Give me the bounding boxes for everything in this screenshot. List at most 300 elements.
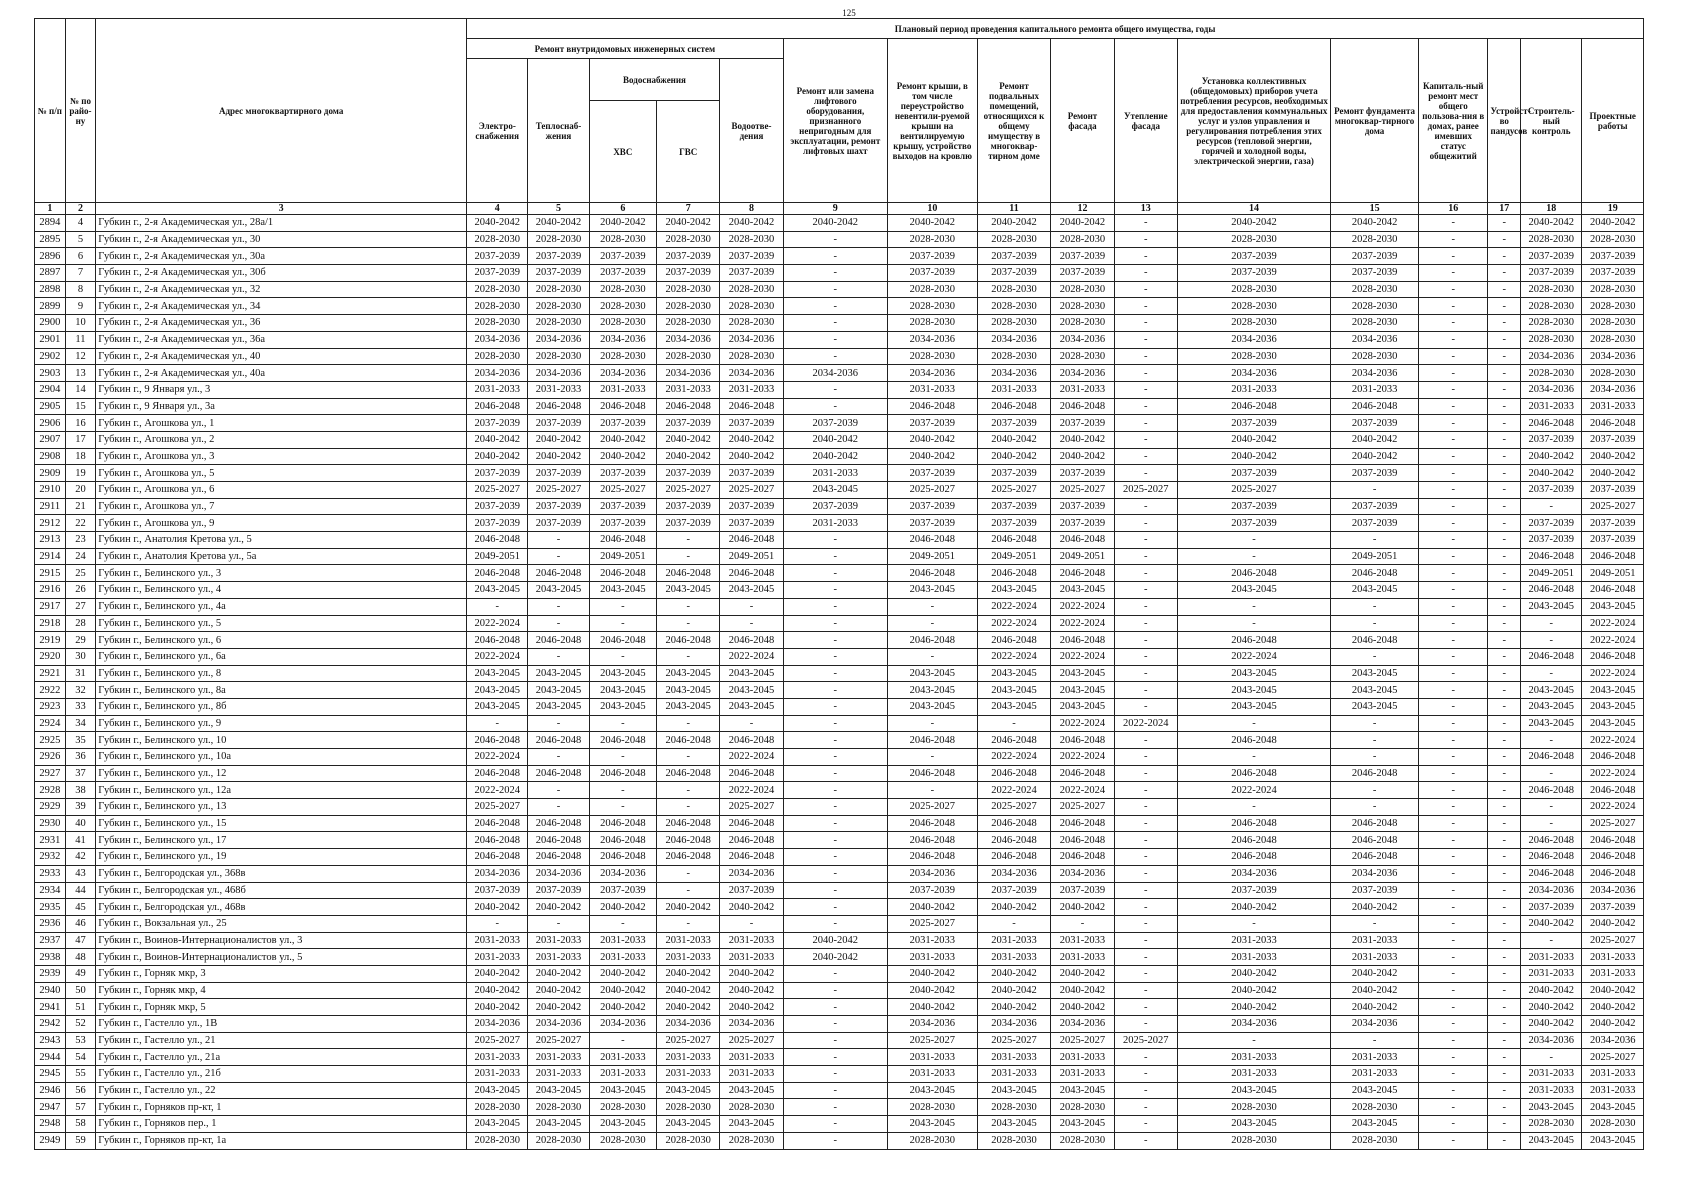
table-cell: 2940 [35,982,66,999]
address-cell: Губкин г., Горняков пр-кт, 1а [96,1132,467,1149]
table-cell: 2034-2036 [1521,381,1582,398]
table-cell: 2046-2048 [1521,648,1582,665]
table-cell: - [1488,1099,1521,1116]
table-cell: 2046-2048 [1051,565,1114,582]
address-cell: Губкин г., Агошкова ул., 1 [96,415,467,432]
table-cell: - [1419,965,1488,982]
table-cell: 2046-2048 [657,398,720,415]
table-cell: 2037-2039 [657,248,720,265]
table-cell: - [1419,799,1488,816]
table-cell: - [1521,615,1582,632]
table-cell: - [1488,999,1521,1016]
header-district-num: № по райо-ну [65,19,96,203]
table-cell: 2046-2048 [528,565,589,582]
table-cell: 2043-2045 [720,682,783,699]
table-cell: - [1114,381,1177,398]
table-cell: 2031-2033 [1582,398,1644,415]
table-cell: 14 [65,381,96,398]
table-cell: 2034-2036 [1051,1016,1114,1033]
table-cell: 2046-2048 [467,765,528,782]
table-cell: 2941 [35,999,66,1016]
header-design-works: Проектные работы [1582,39,1644,203]
table-cell: - [1114,782,1177,799]
table-cell: 2043-2045 [528,1082,589,1099]
table-cell: 2040-2042 [887,965,977,982]
table-cell: 2025-2027 [1582,498,1644,515]
table-cell: 2031-2033 [528,1049,589,1066]
table-cell: 2031-2033 [977,1066,1051,1083]
table-cell: 2037-2039 [1331,265,1419,282]
table-cell: 2040-2042 [887,999,977,1016]
table-cell: 2040-2042 [1051,215,1114,232]
table-row [35,1066,1644,1083]
address-cell: Губкин г., 2-я Академическая ул., 32 [96,281,467,298]
table-cell: 2025-2027 [589,482,656,499]
table-row [35,498,1644,515]
table-cell: 2046-2048 [1521,548,1582,565]
address-cell: Губкин г., 9 Января ул., 3 [96,381,467,398]
table-cell: - [1521,732,1582,749]
table-cell: 2028-2030 [528,315,589,332]
table-cell: 2037-2039 [783,498,887,515]
table-cell: 2037-2039 [1521,265,1582,282]
table-cell: 2028-2030 [887,1099,977,1116]
table-cell: 19 [65,465,96,482]
table-cell: - [1114,1082,1177,1099]
address-cell: Губкин г., 2-я Академическая ул., 34 [96,298,467,315]
table-cell: 2043-2045 [657,698,720,715]
table-cell: 2932 [35,849,66,866]
table-cell: 2031-2033 [589,381,656,398]
table-cell: 2031-2033 [887,949,977,966]
table-cell: - [783,915,887,932]
table-row [35,465,1644,482]
table-cell: 2028-2030 [467,281,528,298]
table-cell: 38 [65,782,96,799]
table-cell: 2034-2036 [467,331,528,348]
table-cell: 2037-2039 [977,415,1051,432]
table-cell: 2914 [35,548,66,565]
table-cell: 2028-2030 [1582,298,1644,315]
table-cell: 2043-2045 [528,582,589,599]
column-number: 19 [1582,203,1644,215]
table-cell: 2046-2048 [977,632,1051,649]
table-cell: 2031-2033 [528,949,589,966]
table-cell: - [1419,331,1488,348]
table-cell: 35 [65,732,96,749]
table-cell: 57 [65,1099,96,1116]
table-cell: 2046-2048 [1582,849,1644,866]
address-cell: Губкин г., 2-я Академическая ул., 30 [96,231,467,248]
table-cell: 2037-2039 [783,415,887,432]
table-cell: 2046-2048 [467,632,528,649]
table-cell: 2034-2036 [467,1016,528,1033]
table-cell: 2046-2048 [589,532,656,549]
table-cell: 2034-2036 [887,331,977,348]
table-cell: - [589,598,656,615]
column-number: 14 [1177,203,1330,215]
table-cell: 2046-2048 [1177,765,1330,782]
table-row [35,515,1644,532]
table-cell: - [1114,882,1177,899]
address-cell: Губкин г., 2-я Академическая ул., 40 [96,348,467,365]
header-basement: Ремонт подвальных помещений, относящихся к общему имуществу в многоквар-тирном доме [977,39,1051,203]
table-cell: - [1419,732,1488,749]
table-cell: 2031-2033 [783,515,887,532]
table-cell: 2040-2042 [589,982,656,999]
table-cell: 2031-2033 [1177,381,1330,398]
table-cell: 2025-2027 [887,482,977,499]
table-cell: - [1419,982,1488,999]
table-row [35,799,1644,816]
table-cell: 2028-2030 [1331,231,1419,248]
address-cell: Губкин г., Агошкова ул., 5 [96,465,467,482]
table-cell: - [1488,665,1521,682]
table-cell: - [1419,782,1488,799]
table-cell: 2034-2036 [1051,365,1114,382]
table-row [35,865,1644,882]
table-cell: 2037-2039 [887,265,977,282]
table-cell: 2046-2048 [720,849,783,866]
table-cell: 2040-2042 [1177,215,1330,232]
table-cell: 2034-2036 [1582,1032,1644,1049]
table-cell: - [1114,732,1177,749]
table-cell: 2046-2048 [887,632,977,649]
table-cell: - [783,715,887,732]
table-cell: - [528,799,589,816]
table-cell: 2025-2027 [467,799,528,816]
table-cell: 2049-2051 [887,548,977,565]
table-cell: - [1419,215,1488,232]
table-cell: - [657,865,720,882]
table-cell: - [1488,615,1521,632]
table-cell: - [1419,515,1488,532]
table-cell: 2043-2045 [1331,665,1419,682]
table-cell: 2037-2039 [528,248,589,265]
table-cell: 2043-2045 [887,665,977,682]
table-cell: - [1419,248,1488,265]
address-cell: Губкин г., Воинов-Интернационалистов ул., 3 [96,932,467,949]
table-cell: 2028-2030 [1582,315,1644,332]
address-cell: Губкин г., 2-я Академическая ул., 40а [96,365,467,382]
table-cell: 2037-2039 [589,498,656,515]
address-cell: Губкин г., Агошкова ул., 7 [96,498,467,515]
table-cell: 15 [65,398,96,415]
table-cell: 2031-2033 [1331,949,1419,966]
table-cell: 2046-2048 [467,732,528,749]
table-cell: - [1488,782,1521,799]
table-cell: 2028-2030 [977,1132,1051,1149]
table-cell: 2022-2024 [1582,665,1644,682]
table-cell: - [1331,715,1419,732]
table-cell: 2922 [35,682,66,699]
table-cell: 2028-2030 [1177,1132,1330,1149]
table-cell: 2037-2039 [467,515,528,532]
table-cell: - [589,648,656,665]
table-cell: - [1488,732,1521,749]
table-cell: 2046-2048 [467,565,528,582]
table-cell: 2040-2042 [589,431,656,448]
table-cell: - [1488,498,1521,515]
table-cell: 2037-2039 [467,465,528,482]
table-cell: - [1419,749,1488,766]
table-cell: 2022-2024 [467,615,528,632]
table-cell: - [1488,949,1521,966]
table-cell: - [887,598,977,615]
table-cell: 2028-2030 [887,231,977,248]
table-cell: 2043-2045 [1177,665,1330,682]
table-cell: - [589,615,656,632]
table-cell: 2022-2024 [720,648,783,665]
table-row [35,565,1644,582]
table-body [35,215,1644,1150]
table-cell: 2037-2039 [977,882,1051,899]
table-cell: 2046-2048 [467,398,528,415]
table-cell: - [1114,832,1177,849]
table-cell: - [783,815,887,832]
table-cell: 2043-2045 [977,582,1051,599]
table-cell: 2911 [35,498,66,515]
table-cell: 2031-2033 [1051,1049,1114,1066]
table-cell: 2040-2042 [720,999,783,1016]
table-cell: 2046-2048 [528,765,589,782]
table-cell: 2043-2045 [1177,1116,1330,1133]
table-cell: - [1488,331,1521,348]
table-row [35,248,1644,265]
header-hot-water: ГВС [657,101,720,203]
table-cell: 2028-2030 [1582,231,1644,248]
table-cell: - [783,982,887,999]
table-cell: 2028-2030 [528,1132,589,1149]
table-cell: 2046-2048 [1177,815,1330,832]
table-cell: - [1488,465,1521,482]
table-cell: - [783,632,887,649]
page-number: 125 [842,8,856,18]
table-cell: - [1114,415,1177,432]
column-number: 5 [528,203,589,215]
table-cell: 2046-2048 [1521,582,1582,599]
table-cell: 2040-2042 [1177,448,1330,465]
table-cell: 2040-2042 [977,965,1051,982]
table-cell: 2917 [35,598,66,615]
table-cell: 2025-2027 [977,482,1051,499]
table-row [35,648,1644,665]
table-cell: - [1521,815,1582,832]
table-cell: 2031-2033 [720,932,783,949]
table-cell: 2028-2030 [1582,281,1644,298]
table-cell: 2031-2033 [1582,1082,1644,1099]
table-cell: 2028-2030 [589,348,656,365]
table-cell: - [657,782,720,799]
table-cell: - [1419,682,1488,699]
table-cell: - [1419,548,1488,565]
table-cell: 2037-2039 [657,415,720,432]
table-cell: 2025-2027 [887,799,977,816]
table-cell: 2031-2033 [1331,1066,1419,1083]
table-cell: 2022-2024 [977,615,1051,632]
table-cell: 2049-2051 [1521,565,1582,582]
table-cell: 2046-2048 [657,832,720,849]
table-cell: 2040-2042 [657,982,720,999]
table-cell: 2046-2048 [1051,815,1114,832]
table-cell: - [1521,632,1582,649]
table-cell: 12 [65,348,96,365]
table-cell: 2046-2048 [1177,732,1330,749]
table-cell: 2031-2033 [528,932,589,949]
table-cell: 2034-2036 [1051,331,1114,348]
table-cell: 37 [65,765,96,782]
table-cell: 2043-2045 [657,1082,720,1099]
table-cell: 2034-2036 [1582,348,1644,365]
table-cell: 2022-2024 [977,749,1051,766]
table-cell: 2904 [35,381,66,398]
address-cell: Губкин г., Агошкова ул., 9 [96,515,467,532]
table-cell: 2049-2051 [589,548,656,565]
table-cell: - [1419,381,1488,398]
table-cell: - [1488,865,1521,882]
table-cell: 2046-2048 [1051,832,1114,849]
table-cell: 2037-2039 [720,415,783,432]
table-row [35,448,1644,465]
table-cell: - [1331,1032,1419,1049]
table-cell: - [720,615,783,632]
table-cell: - [783,665,887,682]
table-cell: 2046-2048 [887,832,977,849]
table-cell: 2040-2042 [1582,982,1644,999]
table-cell: - [783,1116,887,1133]
table-cell: 2025-2027 [1051,482,1114,499]
table-cell: 2043-2045 [1331,698,1419,715]
header-foundation: Ремонт фундамента многоквар-тирного дома [1331,39,1419,203]
table-cell: - [1114,899,1177,916]
table-cell: - [977,915,1051,932]
table-cell: 2037-2039 [589,465,656,482]
table-cell: 2031-2033 [1051,1066,1114,1083]
table-cell: 2046-2048 [528,832,589,849]
table-cell: 2043-2045 [589,1116,656,1133]
table-cell: 2046-2048 [887,732,977,749]
table-cell: - [1521,799,1582,816]
table-cell: 40 [65,815,96,832]
table-cell: - [783,298,887,315]
table-cell: 21 [65,498,96,515]
table-cell: 2046-2048 [528,632,589,649]
table-cell: - [783,1082,887,1099]
table-row [35,999,1644,1016]
table-cell: 2043-2045 [977,665,1051,682]
table-cell: 2913 [35,532,66,549]
table-cell: 2025-2027 [977,799,1051,816]
table-cell: 2046-2048 [1331,632,1419,649]
table-row [35,1082,1644,1099]
address-cell: Губкин г., Белинского ул., 9 [96,715,467,732]
table-cell: 2040-2042 [977,899,1051,916]
table-cell: 2043-2045 [720,1116,783,1133]
table-cell: 2028-2030 [1521,315,1582,332]
table-cell: 2046-2048 [589,832,656,849]
header-planned-period: Плановый период проведения капитального ремонта общего имущества, годы [467,19,1644,39]
table-cell: 2025-2027 [1582,932,1644,949]
table-cell: 2043-2045 [1177,582,1330,599]
table-cell: 2037-2039 [977,465,1051,482]
table-cell: 2028-2030 [887,1132,977,1149]
table-cell: 2034-2036 [589,331,656,348]
table-cell: 2037-2039 [887,248,977,265]
table-cell: 2040-2042 [887,982,977,999]
table-cell: 2902 [35,348,66,365]
table-cell: 2031-2033 [977,932,1051,949]
table-cell: 2046-2048 [467,832,528,849]
table-cell: 2028-2030 [1521,1116,1582,1133]
table-cell: 2043-2045 [1331,1116,1419,1133]
table-row [35,698,1644,715]
table-cell: 2028-2030 [528,231,589,248]
table-cell: 2926 [35,749,66,766]
table-cell: 2037-2039 [528,498,589,515]
address-cell: Губкин г., Гастелло ул., 22 [96,1082,467,1099]
table-cell: 2022-2024 [467,782,528,799]
address-cell: Губкин г., Воинов-Интернационалистов ул., 5 [96,949,467,966]
table-cell: 2043-2045 [1521,682,1582,699]
table-cell: - [1331,615,1419,632]
table-cell: 2028-2030 [657,231,720,248]
table-cell: 2034-2036 [528,865,589,882]
table-cell: - [1114,548,1177,565]
table-cell: 2043-2045 [1582,715,1644,732]
table-cell: 2022-2024 [1177,648,1330,665]
table-row [35,348,1644,365]
table-cell: 2037-2039 [720,248,783,265]
table-cell: 2031-2033 [467,949,528,966]
table-cell: 2034-2036 [1051,865,1114,882]
table-cell: 2043-2045 [720,665,783,682]
table-cell: - [1114,465,1177,482]
table-cell: - [1114,949,1177,966]
table-cell: - [1114,765,1177,782]
table-cell: 2025-2027 [528,482,589,499]
table-cell: 2028-2030 [720,1132,783,1149]
address-cell: Губкин г., Белинского ул., 13 [96,799,467,816]
table-cell: 2037-2039 [528,465,589,482]
table-row [35,1032,1644,1049]
header-internal-systems: Ремонт внутридомовых инженерных систем [467,39,784,59]
table-cell: - [1488,415,1521,432]
table-cell: 2028-2030 [720,1099,783,1116]
table-row [35,281,1644,298]
table-cell: 2028-2030 [1331,1132,1419,1149]
table-cell: - [1114,231,1177,248]
table-cell: 2040-2042 [657,431,720,448]
table-cell: 2046-2048 [720,565,783,582]
table-cell: 39 [65,799,96,816]
column-number: 6 [589,203,656,215]
table-cell: 2046-2048 [1177,632,1330,649]
table-cell: - [783,999,887,1016]
table-cell: 2022-2024 [1582,765,1644,782]
table-cell: 2037-2039 [1051,498,1114,515]
table-cell: 2040-2042 [1331,431,1419,448]
table-cell: - [1114,1066,1177,1083]
table-cell: 2034-2036 [887,865,977,882]
table-cell: 2037-2039 [1582,482,1644,499]
table-cell: 2028-2030 [467,348,528,365]
table-cell: 2031-2033 [657,949,720,966]
table-cell: 2037-2039 [589,415,656,432]
table-cell: 2034-2036 [1331,865,1419,882]
table-cell: 2897 [35,265,66,282]
table-cell: 2037-2039 [528,515,589,532]
table-cell: 2037-2039 [1051,515,1114,532]
